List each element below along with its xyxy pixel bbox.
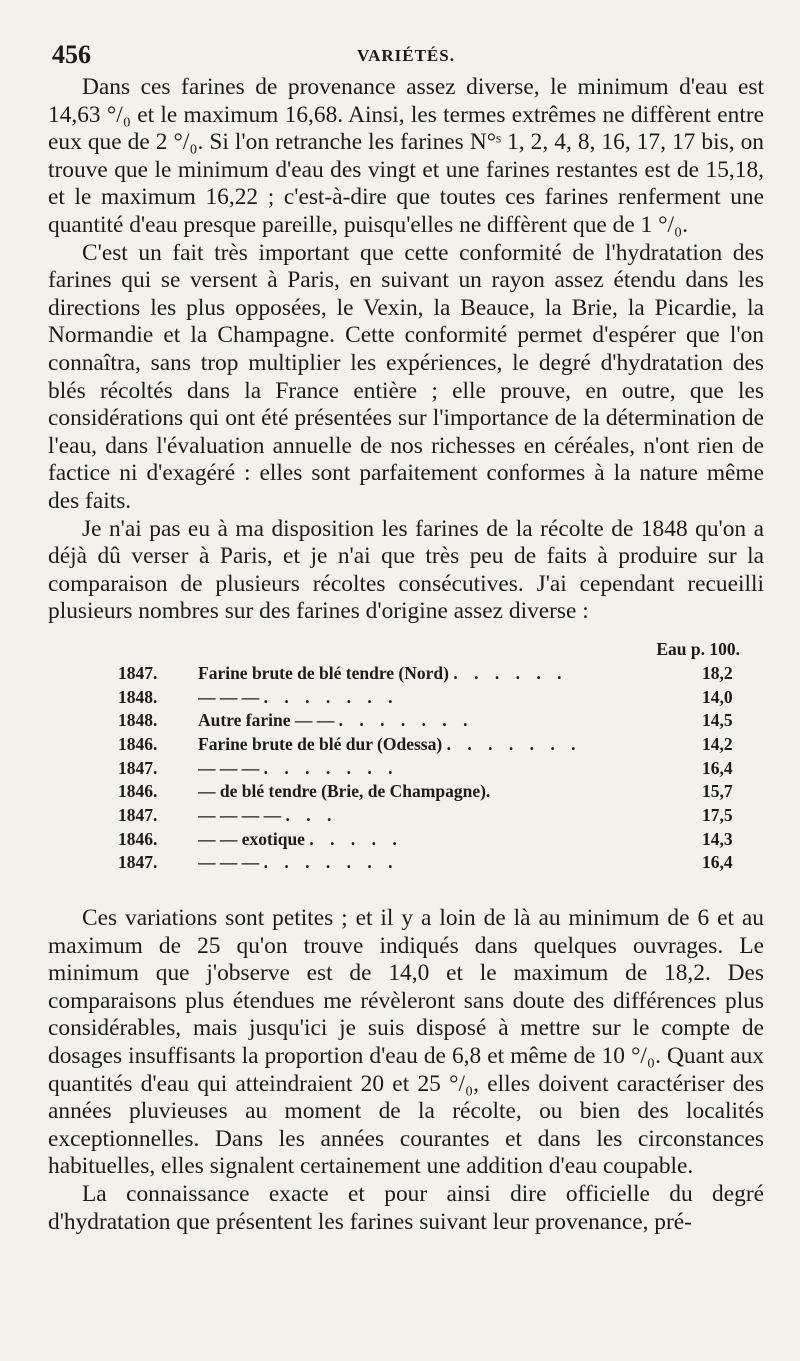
row-year: 1846. xyxy=(118,781,158,802)
paragraph-5: La connaissance exacte et pour ainsi dire officielle du degré d'hydratation que présentent les farines suivant leur provenance, pré- xyxy=(48,1181,764,1235)
row-description xyxy=(198,757,702,781)
row-description xyxy=(198,828,702,852)
table-column-header: Eau p. 100. xyxy=(656,638,740,659)
water-content-table xyxy=(48,636,764,875)
row-description xyxy=(198,780,702,804)
row-water-value: 16,4 xyxy=(702,757,733,778)
row-description-text: — — exotique xyxy=(198,828,305,849)
row-description xyxy=(198,662,702,686)
row-year: 1846. xyxy=(118,828,158,849)
row-description-text: — — — xyxy=(198,757,260,778)
paragraph-2: C'est un fait très important que cette conformité de l'hydratation des farines qui se versent à Paris, en suivant un rayon assez étendu dans les directions les plus opposées, le Vexin, la Beauce, la Brie, la Picardie, la Normandie et la Champagne. Cette conformité permet d'espérer que l'on connaîtra, sans trop multiplier les expériences, le degré d'hydratation des blés récoltés dans la France entière ; elle prouve, en outre, que les considérations qui ont été présentées sur l'importance de la détermination de l'eau, dans l'évaluation annuelle de nos richesses en céréales, n'ont rien de factice ni d'exagéré : elles sont parfaitement conformes à la nature même des faits. xyxy=(48,239,764,514)
row-water-value: 14,5 xyxy=(702,710,733,731)
table-row xyxy=(48,733,764,757)
row-year: 1847. xyxy=(118,757,158,778)
paragraph-1: Dans ces farines de provenance assez diverse, le minimum d'eau est 14,63 °/₀ et le maximum 16,68. Ainsi, les termes extrêmes ne diffèrent entre eux que de 2 °/₀. Si l'on retranche les farines N°ˢ 1, 2, 4, 8, 16, 17, 17 bis, on trouve que le minimum d'eau des vingt et une farines restantes est de 15,18, et le maximum 16,22 ; c'est-à-dire que toutes ces farines renferment une quantité d'eau presque pareille, puisqu'elles ne diffèrent que de 1 °/₀. xyxy=(48,74,764,238)
row-year: 1846. xyxy=(118,733,158,754)
row-leader-dots: . . . . . xyxy=(309,828,403,849)
row-description-text: — de blé tendre (Brie, de Champagne). xyxy=(198,781,491,802)
row-description-text: — — — xyxy=(198,852,260,873)
row-year: 1848. xyxy=(118,686,158,707)
page-number: 456 xyxy=(52,40,91,69)
running-head: VARIÉTÉS. xyxy=(357,46,455,65)
row-description xyxy=(198,709,702,733)
row-description-text: Farine brute de blé dur (Odessa) xyxy=(198,733,443,754)
row-description-text: Autre farine — — xyxy=(198,710,335,731)
row-year: 1848. xyxy=(118,710,158,731)
row-water-value: 14,3 xyxy=(702,828,733,849)
row-leader-dots: . . . . . . . xyxy=(263,852,399,873)
row-description xyxy=(198,804,702,828)
table-row xyxy=(48,662,764,686)
row-leader-dots: . . . . . . xyxy=(453,662,568,683)
table-row xyxy=(48,804,764,828)
row-leader-dots: . . . . . . . xyxy=(446,733,582,754)
row-leader-dots: . . . . . . . xyxy=(263,757,399,778)
paragraph-3: Je n'ai pas eu à ma disposition les farines de la récolte de 1848 qu'on a déjà dû verser à Paris, et je n'ai que très peu de faits à produire sur la comparaison de plusieurs récoltes consécutives. J'ai cependant recueilli plusieurs nombres sur des farines d'origine assez diverse : xyxy=(48,515,764,625)
row-leader-dots: . . . . . . . xyxy=(263,686,399,707)
row-leader-dots: . . . xyxy=(285,805,338,825)
row-description xyxy=(198,851,702,875)
table-row xyxy=(48,709,764,733)
row-description-text: — — — — xyxy=(198,805,282,825)
row-description xyxy=(198,733,702,757)
table-row xyxy=(48,851,764,875)
row-water-value: 16,4 xyxy=(702,852,733,873)
row-water-value: 14,2 xyxy=(702,733,733,754)
row-water-value: 17,5 xyxy=(702,805,733,825)
row-description-text: — — — xyxy=(198,686,260,707)
row-year: 1847. xyxy=(118,662,158,683)
row-water-value: 14,0 xyxy=(702,686,733,707)
table-row xyxy=(48,828,764,852)
row-description-text: Farine brute de blé tendre (Nord) xyxy=(198,662,449,683)
row-leader-dots: . . . . . . . xyxy=(338,710,474,731)
page-header xyxy=(48,40,764,74)
paragraph-4: Ces variations sont petites ; et il y a loin de là au minimum de 6 et au maximum de 25 qu'on trouve indiqués dans quelques ouvrages. Le minimum que j'observe est de 14,0 et le maximum de 18,2. Des comparaisons plus étendues me révèleront sans doute des différences plus considérables, mais jusqu'ici je suis disposé à mettre sur le compte de dosages insuffisants la proportion d'eau de 6,8 et même de 10 °/₀. Quant aux quantités d'eau qui atteindraient 20 et 25 °/₀, elles doivent caractériser des années pluvieuses au moment de la récolte, ou bien des localités exceptionnelles. Dans les années courantes et dans les circonstances habituelles, elles signalent certainement une addition d'eau coupable. xyxy=(48,905,764,1180)
row-year: 1847. xyxy=(118,852,158,873)
table-row xyxy=(48,780,764,804)
table-row xyxy=(48,757,764,781)
row-year: 1847. xyxy=(118,805,158,825)
row-water-value: 15,7 xyxy=(702,781,733,802)
row-water-value: 18,2 xyxy=(702,662,733,683)
table-row xyxy=(48,686,764,710)
row-description xyxy=(198,686,702,710)
